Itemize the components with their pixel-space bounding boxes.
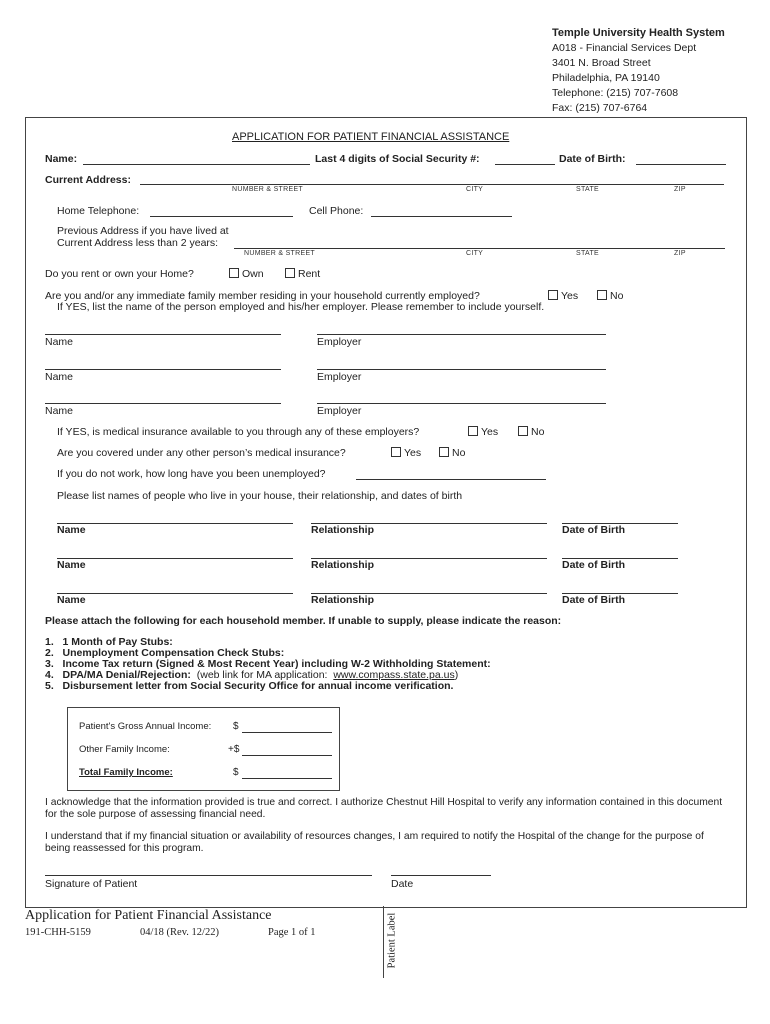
gross-income-prefix: $ (233, 721, 239, 732)
attach-item-1: 1. 1 Month of Pay Stubs: (45, 636, 173, 648)
hh-relationship-label-2: Relationship (311, 559, 375, 571)
insurance-yes-checkbox[interactable] (468, 426, 478, 436)
hh-dob-label-2: Date of Birth (562, 559, 625, 571)
city-caption: CITY (466, 186, 484, 193)
attach-intro: Please attach the following for each household member. If unable to supply, please indicate the reason: (45, 615, 562, 627)
prev-zip-caption: ZIP (674, 250, 686, 257)
covered-no-option[interactable]: No (439, 447, 465, 459)
signature-label: Signature of Patient (45, 878, 138, 890)
revision: 04/18 (Rev. 12/22) (140, 927, 219, 938)
footer-title: Application for Patient Financial Assistance (25, 908, 272, 923)
other-income-label: Other Family Income: (79, 744, 170, 755)
hh-name-label-2: Name (57, 559, 86, 571)
name-field[interactable] (83, 152, 310, 165)
employer-label-3: Employer (317, 405, 362, 417)
covered-yes-option[interactable]: Yes (391, 447, 421, 459)
employer-label-1: Employer (317, 336, 362, 348)
patient-label: Patient Label (386, 912, 398, 969)
signature-date-field[interactable] (391, 863, 491, 876)
employed-no-checkbox[interactable] (597, 290, 607, 300)
zip-caption: ZIP (674, 186, 686, 193)
gross-income-label: Patient's Gross Annual Income: (79, 721, 212, 732)
acknowledge-text: I acknowledge that the information provided is true and correct. I authorize Chestnut Hill Hospital to verify any information contained in this document for the sole purpose of assessing financial need. (45, 797, 723, 820)
insurance-no-option[interactable]: No (518, 426, 544, 438)
fax: Fax: (215) 707-6764 (552, 102, 648, 114)
current-address-field[interactable] (140, 172, 724, 185)
total-income-prefix: $ (233, 767, 239, 778)
covered-no-checkbox[interactable] (439, 447, 449, 457)
state-caption: STATE (576, 186, 600, 193)
hh-dob-field-3[interactable] (562, 581, 678, 594)
hh-relationship-label-1: Relationship (311, 524, 375, 536)
hh-relationship-field-2[interactable] (311, 546, 547, 559)
other-income-field[interactable] (242, 743, 332, 756)
emp-name-label-3: Name (45, 405, 74, 417)
home-phone-label: Home Telephone: (57, 205, 140, 217)
employed-no-option[interactable]: No (597, 290, 623, 302)
hh-dob-field-2[interactable] (562, 546, 678, 559)
employed-yes-checkbox[interactable] (548, 290, 558, 300)
page-number: Page 1 of 1 (268, 927, 316, 938)
hh-dob-label-1: Date of Birth (562, 524, 625, 536)
cell-phone-label: Cell Phone: (309, 205, 364, 217)
hh-name-label-3: Name (57, 594, 86, 606)
hh-dob-field-1[interactable] (562, 511, 678, 524)
prev-address-label-2: Current Address less than 2 years: (57, 237, 219, 249)
emp-name-label-2: Name (45, 371, 74, 383)
total-income-label: Total Family Income: (79, 767, 173, 778)
employed-hint: If YES, list the name of the person employed and his/her employer. Please remember to include yourself. (57, 301, 545, 313)
dob-field[interactable] (636, 152, 726, 165)
employer-field-1[interactable] (317, 322, 606, 335)
insurance-no-checkbox[interactable] (518, 426, 528, 436)
form-title: APPLICATION FOR PATIENT FINANCIAL ASSISTANCE (232, 131, 510, 143)
name-label: Name: (45, 153, 78, 165)
form-number: 191-CHH-5159 (25, 927, 91, 938)
ssn-label: Last 4 digits of Social Security #: (315, 153, 480, 165)
employed-yes-option[interactable]: Yes (548, 290, 578, 302)
employer-field-3[interactable] (317, 391, 606, 404)
own-option[interactable]: Own (229, 268, 264, 280)
hh-name-field-2[interactable] (57, 546, 293, 559)
emp-name-field-3[interactable] (45, 391, 281, 404)
prev-state-caption: STATE (576, 250, 600, 257)
employed-question: Are you and/or any immediate family member residing in your household currently employed? (45, 290, 480, 302)
city-address: Philadelphia, PA 19140 (552, 72, 660, 84)
rent-own-question: Do you rent or own your Home? (45, 268, 194, 280)
hh-relationship-field-1[interactable] (311, 511, 547, 524)
household-question: Please list names of people who live in your house, their relationship, and dates of birth (57, 490, 463, 502)
prev-address-label-1: Previous Address if you have lived at (57, 225, 229, 237)
number-street-caption: NUMBER & STREET (232, 186, 304, 193)
hh-name-field-3[interactable] (57, 581, 293, 594)
understand-text: I understand that if my financial situation or availability of resources changes, I am required to notify the Hospital of the change for the purpose of being reassessed for this program. (45, 831, 704, 854)
hh-relationship-field-3[interactable] (311, 581, 547, 594)
rent-checkbox[interactable] (285, 268, 295, 278)
home-phone-field[interactable] (150, 204, 293, 217)
emp-name-field-1[interactable] (45, 322, 281, 335)
org-name: Temple University Health System (552, 27, 725, 39)
insurance-yes-option[interactable]: Yes (468, 426, 498, 438)
hh-dob-label-3: Date of Birth (562, 594, 625, 606)
prev-number-street-caption: NUMBER & STREET (244, 250, 316, 257)
emp-name-field-2[interactable] (45, 357, 281, 370)
hh-name-label-1: Name (57, 524, 86, 536)
dob-label: Date of Birth: (559, 153, 626, 165)
ma-application-link[interactable]: www.compass.state.pa.us (333, 669, 455, 681)
total-income-field[interactable] (242, 766, 332, 779)
covered-yes-checkbox[interactable] (391, 447, 401, 457)
telephone: Telephone: (215) 707-7608 (552, 87, 679, 99)
own-checkbox[interactable] (229, 268, 239, 278)
covered-question: Are you covered under any other person’s medical insurance? (57, 447, 346, 459)
signature-field[interactable] (45, 863, 372, 876)
date-label: Date (391, 878, 414, 890)
employer-field-2[interactable] (317, 357, 606, 370)
ssn-field[interactable] (495, 152, 555, 165)
hh-relationship-label-3: Relationship (311, 594, 375, 606)
current-address-label: Current Address: (45, 174, 131, 186)
attach-item-4: 4. DPA/MA Denial/Rejection: (web link for MA application: www.compass.state.pa.us) (45, 669, 459, 681)
rent-option[interactable]: Rent (285, 268, 320, 280)
cell-phone-field[interactable] (371, 204, 512, 217)
dept-name: A018 - Financial Services Dept (552, 42, 697, 54)
prev-city-caption: CITY (466, 250, 484, 257)
unemployed-field[interactable] (356, 467, 546, 480)
employer-label-2: Employer (317, 371, 362, 383)
other-income-prefix: +$ (228, 744, 240, 755)
hh-name-field-1[interactable] (57, 511, 293, 524)
attach-item-2: 2. Unemployment Compensation Check Stubs: (45, 647, 285, 659)
prev-address-field[interactable] (234, 236, 725, 249)
insurance-question: If YES, is medical insurance available to you through any of these employers? (57, 426, 420, 438)
emp-name-label-1: Name (45, 336, 74, 348)
street-address: 3401 N. Broad Street (552, 57, 651, 69)
gross-income-field[interactable] (242, 720, 332, 733)
patient-label-divider (383, 906, 384, 978)
attach-item-5: 5. Disbursement letter from Social Security Office for annual income verification. (45, 680, 454, 692)
unemployed-question: If you do not work, how long have you been unemployed? (57, 468, 326, 480)
attach-item-3: 3. Income Tax return (Signed & Most Recent Year) including W-2 Withholding Statement: (45, 658, 491, 670)
